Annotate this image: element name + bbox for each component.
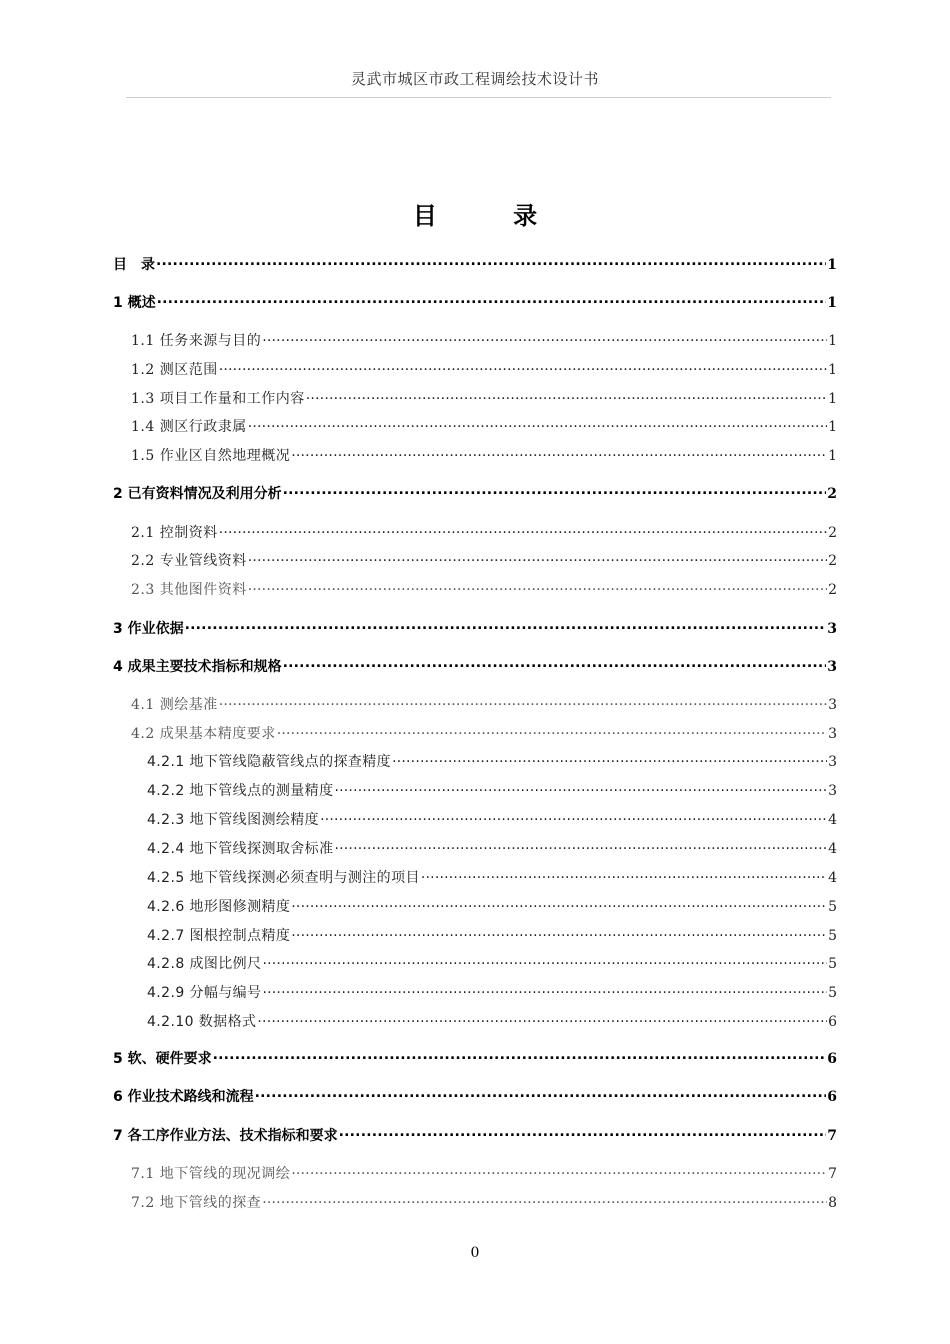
toc-entry-label: 目 录: [113, 257, 155, 273]
toc-entry-label: 4 成果主要技术指标和规格: [113, 659, 282, 675]
toc-entry[interactable]: [147, 925, 837, 945]
toc-entry-page: 1: [828, 362, 837, 378]
toc-leader: [291, 446, 827, 460]
toc-entry-label: 2.1 控制资料: [131, 525, 218, 541]
toc-entry-page: 1: [827, 295, 837, 311]
toc-entry-label: 4.2.6 地形图修测精度: [147, 899, 291, 915]
toc-entry[interactable]: [131, 416, 837, 436]
toc-entry-page: 8: [828, 1195, 837, 1211]
toc-entry[interactable]: [147, 751, 837, 771]
toc-entry-page: 2: [828, 553, 837, 569]
toc-leader: [291, 926, 827, 940]
toc-leader: [248, 551, 827, 565]
toc-entry-page: 1: [828, 448, 837, 464]
toc-leader: [334, 839, 827, 853]
toc-entry-page: 2: [828, 525, 837, 541]
toc-entry[interactable]: [131, 359, 837, 379]
toc-entry[interactable]: [147, 838, 837, 858]
toc-leader: [262, 983, 827, 997]
toc-entry-label: 4.2.1 地下管线隐蔽管线点的探查精度: [147, 754, 392, 770]
toc-entry-page: 7: [827, 1128, 837, 1144]
toc-entry-page: 5: [828, 985, 837, 1001]
toc-entry-label: 2.2 专业管线资料: [131, 553, 247, 569]
toc-entry-label: 4.2.9 分幅与编号: [147, 985, 262, 1001]
toc-leader: [283, 657, 827, 671]
toc-entry-page: 3: [827, 621, 837, 637]
toc-entry-page: 4: [828, 841, 837, 857]
toc-leader: [306, 389, 827, 403]
toc-entry-label: 4.2.8 成图比例尺: [147, 956, 262, 972]
toc-entry-label: 4.2.10 数据格式: [147, 1014, 257, 1030]
toc-leader: [219, 360, 827, 374]
toc-entry-page: 3: [828, 783, 837, 799]
toc-entry[interactable]: [131, 445, 837, 465]
toc-leader: [248, 580, 827, 594]
toc-entry-label: 7.1 地下管线的现况调绘: [131, 1166, 291, 1182]
toc-leader: [219, 523, 827, 537]
toc-entry-label: 1.4 测区行政隶属: [131, 419, 247, 435]
toc-leader: [262, 954, 827, 968]
toc-entry[interactable]: [147, 867, 837, 887]
toc-entry-label: 6 作业技术路线和流程: [113, 1089, 254, 1105]
toc-entry[interactable]: [131, 1192, 837, 1212]
toc-leader: [392, 752, 827, 766]
toc-entry-label: 4.1 测绘基准: [131, 697, 218, 713]
toc-entry-page: 3: [828, 726, 837, 742]
document-header: 灵武市城区市政工程调绘技术设计书: [350, 70, 599, 88]
toc-leader: [248, 417, 827, 431]
toc-entry[interactable]: [147, 896, 837, 916]
toc-entry-label: 4.2.5 地下管线探测必须查明与测注的项目: [147, 870, 420, 886]
toc-entry-label: 7 各工序作业方法、技术指标和要求: [113, 1128, 338, 1144]
toc-entry-page: 3: [828, 754, 837, 770]
toc-leader: [334, 781, 827, 795]
toc-entry[interactable]: [147, 982, 837, 1002]
toc-entry[interactable]: [147, 1011, 837, 1031]
toc-entry[interactable]: [113, 483, 837, 503]
toc-entry-label: 7.2 地下管线的探查: [131, 1195, 262, 1211]
toc-leader: [283, 484, 827, 498]
toc-leader: [291, 1164, 827, 1178]
toc-entry[interactable]: [113, 618, 837, 638]
toc-entry[interactable]: [113, 656, 837, 676]
toc-entry[interactable]: [113, 254, 837, 274]
toc-entry-page: 6: [827, 1051, 837, 1067]
toc-entry[interactable]: [147, 953, 837, 973]
toc-entry-label: 1.2 测区范围: [131, 362, 218, 378]
toc-entry-page: 3: [827, 659, 837, 675]
toc-entry[interactable]: [147, 780, 837, 800]
toc-entry-page: 1: [828, 419, 837, 435]
toc-entry-label: 1 概述: [113, 295, 156, 311]
toc-entry-label: 1.1 任务来源与目的: [131, 333, 262, 349]
toc-leader: [339, 1126, 827, 1140]
toc-entry[interactable]: [113, 1048, 837, 1068]
toc-entry-page: 5: [828, 899, 837, 915]
toc-entry[interactable]: [131, 579, 837, 599]
toc-entry-page: 1: [827, 257, 837, 273]
toc-entry[interactable]: [131, 1163, 837, 1183]
toc-entry-label: 2 已有资料情况及利用分析: [113, 486, 282, 502]
toc-leader: [156, 255, 826, 269]
toc-entry-page: 5: [828, 928, 837, 944]
toc-entry[interactable]: [113, 292, 837, 312]
toc-leader: [255, 1087, 827, 1101]
toc-entry-label: 1.5 作业区自然地理概况: [131, 448, 291, 464]
toc-entry-page: 2: [828, 582, 837, 598]
toc-leader: [320, 810, 827, 824]
toc-leader: [157, 293, 827, 307]
toc-entry-page: 1: [828, 391, 837, 407]
toc-entry[interactable]: [131, 694, 837, 714]
toc-entry[interactable]: [131, 388, 837, 408]
toc-entry[interactable]: [147, 809, 837, 829]
toc-entry[interactable]: [131, 550, 837, 570]
toc-entry-label: 4.2.7 图根控制点精度: [147, 928, 291, 944]
toc-leader: [262, 331, 827, 345]
toc-entry-page: 6: [827, 1089, 837, 1105]
toc-entry-page: 1: [828, 333, 837, 349]
toc-leader: [213, 1049, 827, 1063]
toc-entry-label: 5 软、硬件要求: [113, 1051, 212, 1067]
toc-title: 目 录: [412, 202, 572, 230]
toc-entry-page: 3: [828, 697, 837, 713]
toc-leader: [291, 897, 827, 911]
toc-entry-page: 4: [828, 870, 837, 886]
toc-entry[interactable]: [131, 330, 837, 350]
toc-entry-label: 4.2.3 地下管线图测绘精度: [147, 812, 320, 828]
toc-entry-label: 3 作业依据: [113, 621, 184, 637]
toc-entry[interactable]: [131, 522, 837, 542]
toc-entry[interactable]: [113, 1125, 837, 1145]
toc-entry-page: 2: [827, 486, 837, 502]
toc-leader: [262, 1193, 827, 1207]
toc-leader: [219, 695, 827, 709]
toc-entry-label: 1.3 项目工作量和工作内容: [131, 391, 305, 407]
toc-entry-label: 2.3 其他图件资料: [131, 582, 247, 598]
toc-entry-page: 7: [828, 1166, 837, 1182]
toc-leader: [277, 724, 827, 738]
toc-entry[interactable]: [131, 723, 837, 743]
toc-entry-label: 4.2 成果基本精度要求: [131, 726, 276, 742]
page-number: 0: [470, 1245, 480, 1261]
toc-entry-label: 4.2.4 地下管线探测取舍标准: [147, 841, 334, 857]
toc-leader: [257, 1012, 827, 1026]
toc-entry-label: 4.2.2 地下管线点的测量精度: [147, 783, 334, 799]
toc-entry[interactable]: [113, 1086, 837, 1106]
toc-entry-page: 5: [828, 956, 837, 972]
toc-entry-page: 4: [828, 812, 837, 828]
toc-leader: [421, 868, 827, 882]
toc-entry-page: 6: [828, 1014, 837, 1030]
toc-leader: [185, 619, 827, 633]
